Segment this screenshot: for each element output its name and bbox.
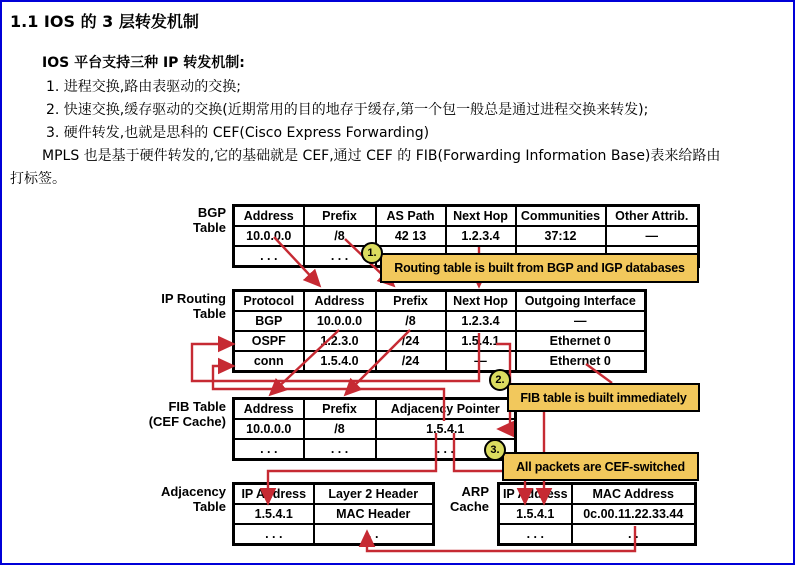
paragraph-line-1: MPLS 也是基于硬件转发的,它的基础就是 CEF,通过 CEF 的 FIB(Forwarding Information Base)表来给路由 (42, 148, 721, 164)
table-cell: 37:12 (516, 226, 606, 246)
column-header: Outgoing Interface (516, 291, 646, 312)
table-cell: . . (314, 524, 434, 545)
header-row (234, 206, 699, 227)
table-cell: . . . (304, 246, 376, 267)
table-row (234, 524, 434, 545)
table-cell: . . . (499, 524, 572, 545)
column-header: IP Address (499, 484, 572, 505)
column-header: Prefix (376, 291, 446, 312)
arp-cache-table (497, 482, 697, 546)
column-header: Prefix (304, 206, 376, 227)
paragraph-line-2: 打标签。 (10, 171, 66, 187)
list-item-3: 3. 硬件转发,也就是思科的 CEF(Cisco Express Forwarding) (46, 125, 430, 141)
table-row (234, 331, 646, 351)
header-row (499, 484, 696, 505)
table-cell: OSPF (234, 331, 304, 351)
table-cell: 1.5.4.1 (234, 504, 314, 524)
label-line: Table (193, 498, 226, 514)
callout-3: All packets are CEF-switched (502, 452, 699, 481)
table-row (234, 226, 699, 246)
bgp-table-label (122, 206, 226, 235)
column-header: Next Hop (446, 206, 516, 227)
label-line: Table (193, 219, 226, 235)
table-cell: — (516, 311, 646, 331)
callout-1: Routing table is built from BGP and IGP databases (380, 253, 699, 283)
label-line: Table (193, 305, 226, 321)
table-cell: 1.5.4.1 (376, 419, 516, 439)
column-header: Layer 2 Header (314, 484, 434, 505)
table-row (234, 311, 646, 331)
callout-2: FIB table is built immediately (507, 383, 700, 412)
table-cell: . . . (234, 246, 304, 267)
column-header: Adjacency Pointer (376, 399, 516, 420)
step-2-badge: 2. (489, 369, 511, 391)
column-header: MAC Address (572, 484, 696, 505)
table-cell: — (606, 226, 699, 246)
column-header: Next Hop (446, 291, 516, 312)
table-cell: 1.2.3.4 (446, 311, 516, 331)
table-row (234, 504, 434, 524)
table-row (234, 439, 516, 460)
table-cell: MAC Header (314, 504, 434, 524)
table-row (234, 419, 516, 439)
fib-table (232, 397, 517, 461)
table-cell: . . (572, 524, 696, 545)
fib-table-label (122, 400, 226, 429)
header-row (234, 291, 646, 312)
column-header: IP Address (234, 484, 314, 505)
table-cell: /8 (304, 226, 376, 246)
table-cell: 1.5.4.1 (446, 331, 516, 351)
table-cell: /24 (376, 331, 446, 351)
routing-table-label (122, 292, 226, 321)
step-3-badge: 3. (484, 439, 506, 461)
label-line: IP Routing (161, 291, 226, 306)
column-header: Address (234, 206, 304, 227)
label-line: Cache (449, 498, 489, 514)
table-cell: conn (234, 351, 304, 372)
table-row (499, 504, 696, 524)
ip-routing-table (232, 289, 647, 373)
table-cell: 1.5.4.1 (499, 504, 572, 524)
column-header: Communities (516, 206, 606, 227)
label-line: FIB Table (168, 399, 226, 414)
column-header: Other Attrib. (606, 206, 699, 227)
table-cell: /24 (376, 351, 446, 372)
table-cell: 1.2.3.0 (304, 331, 376, 351)
table-row (234, 351, 646, 372)
label-line: (CEF Cache) (148, 413, 226, 429)
intro-line: IOS 平台支持三种 IP 转发机制: (42, 55, 245, 71)
list-item-1: 1. 进程交换,路由表驱动的交换; (46, 79, 241, 95)
header-row (234, 484, 434, 505)
header-row (234, 399, 516, 420)
adjacency-table (232, 482, 435, 546)
label-line: BGP (197, 205, 226, 220)
page-title: 1.1 IOS 的 3 层转发机制 (10, 12, 199, 31)
table-cell: /8 (304, 419, 376, 439)
table-cell: . . . (376, 439, 516, 460)
table-cell: 0c.00.11.22.33.44 (572, 504, 696, 524)
table-cell: Ethernet 0 (516, 331, 646, 351)
table-row (499, 524, 696, 545)
label-line: Adjacency (160, 484, 226, 499)
step-1-badge: 1. (361, 242, 383, 264)
table-cell: Ethernet 0 (516, 351, 646, 372)
table-cell: . . . (234, 524, 314, 545)
table-cell: 1.5.4.0 (304, 351, 376, 372)
table-cell: 1.2.3.4 (446, 226, 516, 246)
column-header: Prefix (304, 399, 376, 420)
table-cell: 10.0.0.0 (234, 226, 304, 246)
table-cell: 10.0.0.0 (304, 311, 376, 331)
table-cell: /8 (376, 311, 446, 331)
column-header: Protocol (234, 291, 304, 312)
table-cell: . . . (304, 439, 376, 460)
table-cell: — (446, 351, 516, 372)
table-cell: 42 13 (376, 226, 446, 246)
table-cell: 10.0.0.0 (234, 419, 304, 439)
list-item-2: 2. 快速交换,缓存驱动的交换(近期常用的目的地存于缓存,第一个包一般总是通过进程交换来转发); (46, 102, 649, 118)
column-header: Address (304, 291, 376, 312)
table-cell: BGP (234, 311, 304, 331)
column-header: Address (234, 399, 304, 420)
label-line: ARP (461, 484, 489, 499)
table-cell: . . . (234, 439, 304, 460)
column-header: AS Path (376, 206, 446, 227)
adjacency-table-label (122, 485, 226, 514)
